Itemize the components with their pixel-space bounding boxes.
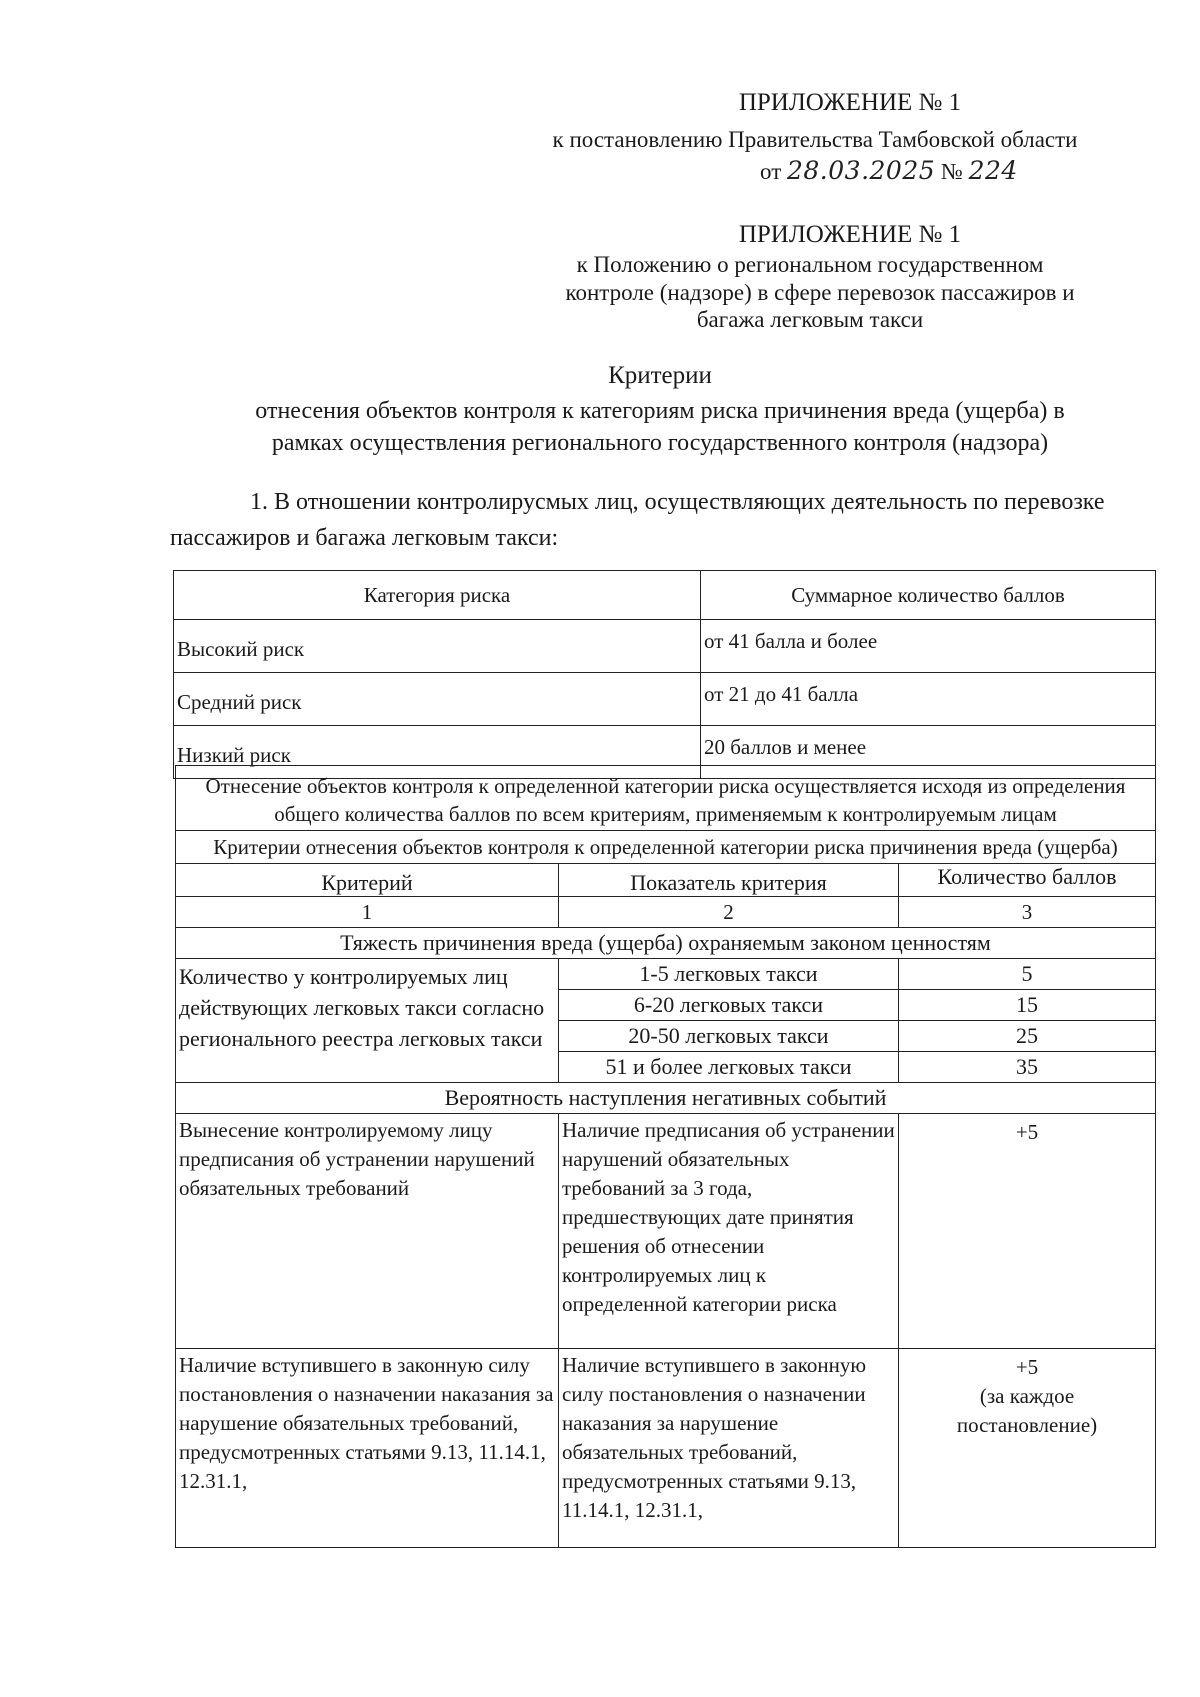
section-severity: Тяжесть причинения вреда (ущерба) охраняемым законом ценностям xyxy=(176,928,1156,959)
appendix2-line2: контроле (надзоре) в сфере перевозок пассажиров и xyxy=(565,280,1075,305)
section-probability: Вероятность наступления негативных событий xyxy=(176,1083,1156,1114)
column-header-row xyxy=(176,864,1156,897)
col-header-points: Количество баллов xyxy=(899,864,1156,897)
header-category: Категория риска xyxy=(174,571,701,620)
risk-points: 20 баллов и менее xyxy=(701,726,1156,779)
appendix-subtitle: к постановлению Правительства Тамбовской области xyxy=(552,127,1078,152)
doc-title-line1: отнесения объектов контроля к категориям риска причинения вреда (ущерба) в xyxy=(255,398,1065,424)
col-number: 2 xyxy=(559,897,899,928)
section-1-text: 1. В отношении контролирусмых лиц, осуществляющих деятельность по перевозке пассажиров и багажа легковым такси: xyxy=(170,489,1105,551)
prescription-criterion: Вынесение контролируемому лицу предписания об устранении нарушений обязательных требований xyxy=(176,1114,559,1349)
handwritten-number: 224 xyxy=(968,156,1018,185)
prescription-points: +5 xyxy=(899,1114,1156,1349)
doc-title: Критерии xyxy=(608,362,712,389)
table-row xyxy=(176,959,1156,990)
taxi-points: 35 xyxy=(899,1052,1156,1083)
col-header-criterion: Критерий xyxy=(176,864,559,897)
risk-category: Средний риск xyxy=(174,673,701,726)
appendix2-line1: к Положению о региональном государственном xyxy=(576,252,1044,277)
appendix2-line3: багажа легковым такси xyxy=(696,307,924,332)
number-prefix: № xyxy=(940,159,963,184)
prescription-indicator: Наличие предписания об устранении нарушений обязательных требований за 3 года, предшествующих дате принятия решения об отнесении контролируемых лиц к определенной категории риска xyxy=(559,1114,899,1349)
col-header-indicator: Показатель критерия xyxy=(559,864,899,897)
table-row xyxy=(174,673,1156,726)
date-prefix: от xyxy=(760,159,782,184)
penalty-points-note: (за каждое постановление) xyxy=(956,1384,1098,1437)
heading-row xyxy=(176,831,1156,864)
penalty-points: +5 xyxy=(1015,1355,1039,1379)
section-row xyxy=(176,928,1156,959)
appendix-title: ПРИЛОЖЕНИЕ № 1 xyxy=(738,89,962,116)
taxi-criterion: Количество у контролируемых лиц действующих легковых такси согласно регионального реестра легковых такси xyxy=(176,959,559,1083)
taxi-points: 5 xyxy=(899,959,1156,990)
taxi-indicator: 51 и более легковых такси xyxy=(559,1052,899,1083)
col-number: 3 xyxy=(899,897,1156,928)
taxi-points: 15 xyxy=(899,990,1156,1021)
risk-category: Низкий риск xyxy=(174,726,701,779)
table-row xyxy=(176,1114,1156,1349)
penalty-indicator: Наличие вступившего в законную силу постановления о назначении наказания за нарушение обязательных требований, предусмотренных статьями 9.13, 11.14.1, 12.31.1, xyxy=(559,1349,899,1548)
note-row xyxy=(176,766,1156,831)
risk-points: от 21 до 41 балла xyxy=(701,673,1156,726)
column-number-row xyxy=(176,897,1156,928)
criteria-note: Отнесение объектов контроля к определенной категории риска осуществляется исходя из определения общего количества баллов по всем критериям, применяемым к контролируемым лицам xyxy=(176,766,1156,831)
criteria-table xyxy=(175,765,1156,1548)
section-row xyxy=(176,1083,1156,1114)
penalty-criterion: Наличие вступившего в законную силу постановления о назначении наказания за нарушение обязательных требований, предусмотренных статьями 9.13, 11.14.1, 12.31.1, xyxy=(176,1349,559,1548)
risk-category-table xyxy=(173,570,1156,779)
risk-category: Высокий риск xyxy=(174,620,701,673)
risk-points: от 41 балла и более xyxy=(701,620,1156,673)
taxi-indicator: 1-5 легковых такси xyxy=(559,959,899,990)
taxi-indicator: 6-20 легковых такси xyxy=(559,990,899,1021)
taxi-indicator: 20-50 легковых такси xyxy=(559,1021,899,1052)
taxi-points: 25 xyxy=(899,1021,1156,1052)
header-points: Суммарное количество баллов xyxy=(701,571,1156,620)
penalty-points-cell xyxy=(899,1349,1156,1548)
table-row xyxy=(174,620,1156,673)
doc-title-line2: рамках осуществления регионального государственного контроля (надзора) xyxy=(271,430,1049,456)
handwritten-date: 28.03.2025 xyxy=(787,156,936,185)
table-header-row xyxy=(174,571,1156,620)
table-row xyxy=(176,1349,1156,1548)
appendix-date-line xyxy=(760,156,1080,186)
appendix2-title: ПРИЛОЖЕНИЕ № 1 xyxy=(738,221,962,248)
col-number: 1 xyxy=(176,897,559,928)
criteria-heading: Критерии отнесения объектов контроля к определенной категории риска причинения вреда (ущерба) xyxy=(176,831,1156,864)
